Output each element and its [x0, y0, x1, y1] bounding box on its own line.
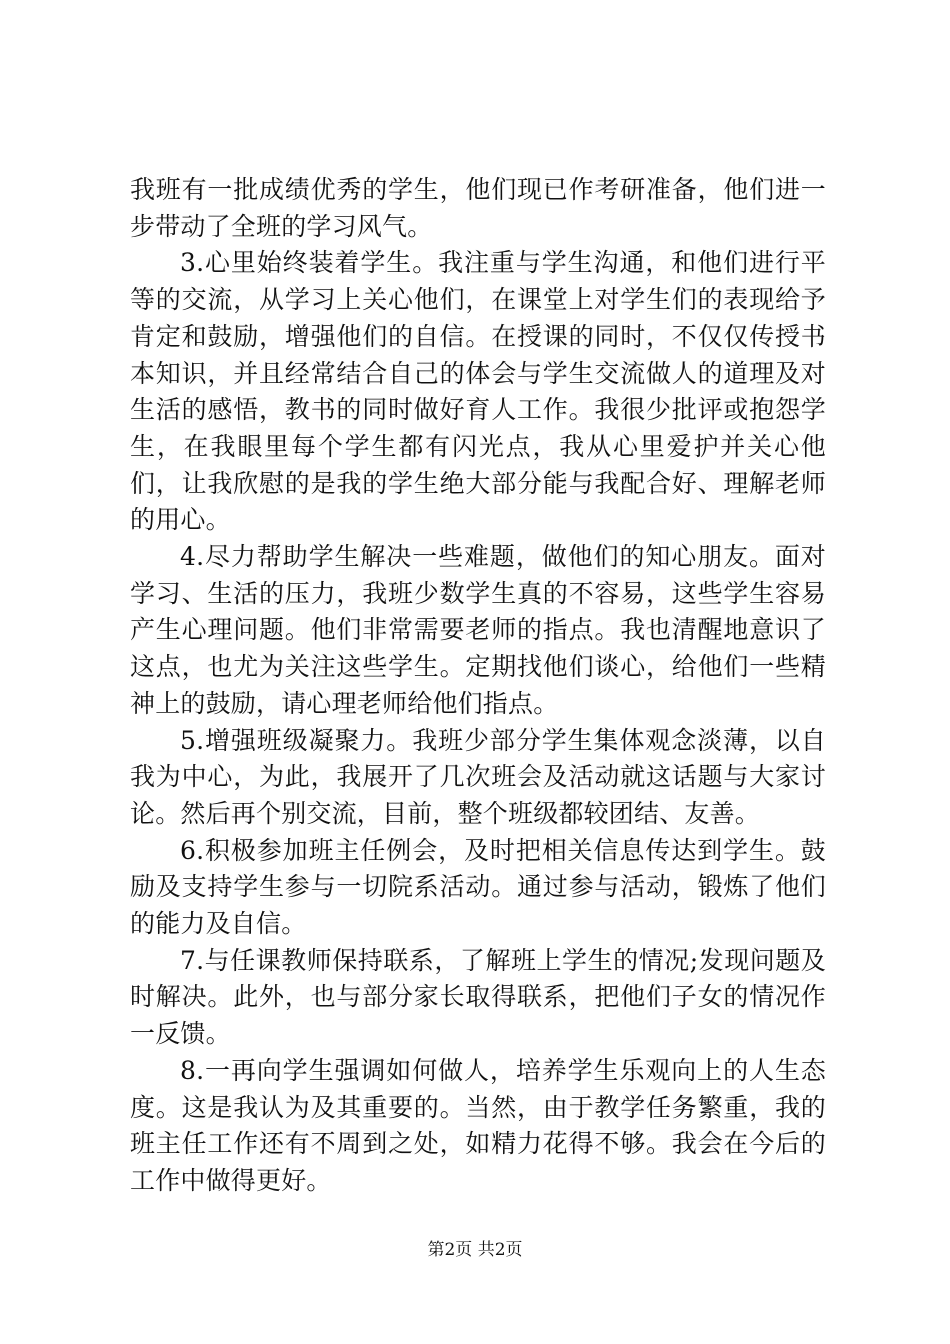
- paragraph-2: 3.心里始终装着学生。我注重与学生沟通，和他们进行平等的交流，从学习上关心他们，在课堂上对学生们的表现给予肯定和鼓励，增强他们的自信。在授课的同时，不仅仅传授书本知识，并且经常结合自己的体会与学生交流做人的道理及对生活的感悟，教书的同时做好育人工作。我很少批评或抱怨学生，在我眼里每个学生都有闪光点，我从心里爱护并关心他们，让我欣慰的是我的学生绝大部分能与我配合好、理解老师的用心。: [130, 248, 826, 535]
- page-footer: 第2页 共2页: [427, 1240, 523, 1260]
- paragraph-4: 5.增强班级凝聚力。我班少部分学生集体观念淡薄，以自我为中心，为此，我展开了几次班会及活动就这话题与大家讨论。然后再个别交流，目前，整个班级都较团结、友善。: [130, 725, 826, 828]
- paragraph-7: 8.一再向学生强调如何做人，培养学生乐观向上的人生态度。这是我认为及其重要的。当然，由于教学任务繁重，我的班主任工作还有不周到之处，如精力花得不够。我会在今后的工作中做得更好。: [130, 1055, 826, 1195]
- paragraph-5: 6.积极参加班主任例会，及时把相关信息传达到学生。鼓励及支持学生参与一切院系活动。通过参与活动，锻炼了他们的能力及自信。: [130, 835, 826, 939]
- paragraph-3: 4.尽力帮助学生解决一些难题，做他们的知心朋友。面对学习、生活的压力，我班少数学生真的不容易，这些学生容易产生心理问题。他们非常需要老师的指点。我也清醒地意识了这点，也尤为关注这些学生。定期找他们谈心，给他们一些精神上的鼓励，请心理老师给他们指点。: [130, 542, 826, 718]
- document-body: [130, 172, 826, 1200]
- paragraph-1: 我班有一批成绩优秀的学生，他们现已作考研准备，他们进一步带动了全班的学习风气。: [130, 175, 826, 241]
- paragraph-6: 7.与任课教师保持联系，了解班上学生的情况;发现问题及时解决。此外，也与部分家长取得联系，把他们子女的情况作一反馈。: [130, 945, 826, 1049]
